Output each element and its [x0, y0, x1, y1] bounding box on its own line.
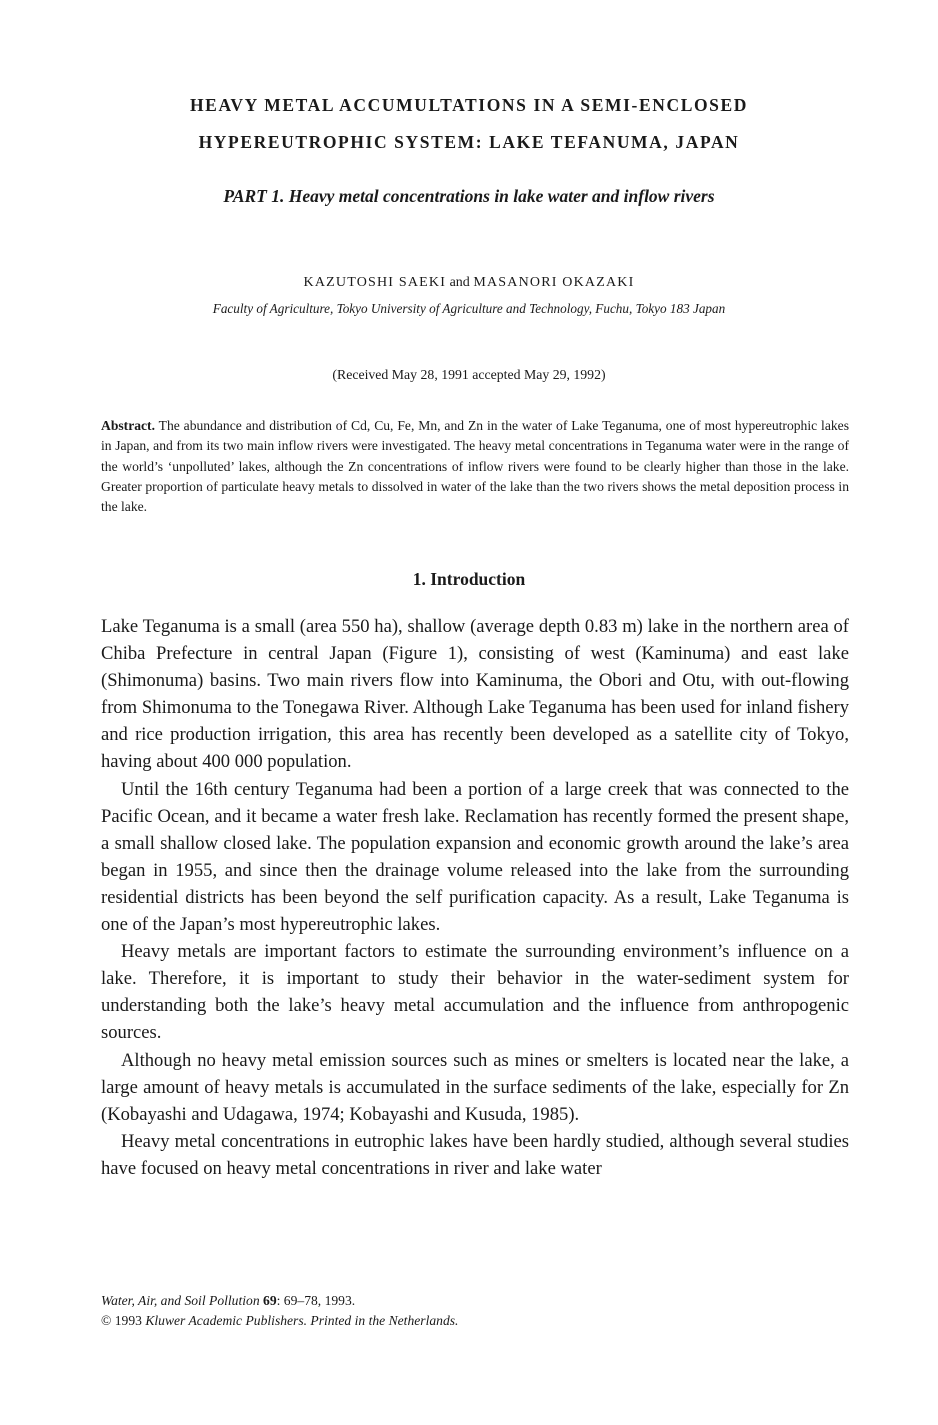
paragraph: Although no heavy metal emission sources such as mines or smelters is located near the lake, a large amount of heavy metals is accumulated in the surface sediments of the lake, especially for Zn (Kobayashi and Udagawa, 1974; Kobayashi and Kusuda, 1985).	[101, 1049, 849, 1125]
copyright-line	[101, 1311, 458, 1331]
received-date: (Received May 28, 1991 accepted May 29, 1992)	[332, 367, 606, 382]
author-2: MASANORI OKAZAKI	[473, 275, 635, 290]
copyright-icon: ©	[101, 1313, 112, 1328]
introduction-body	[101, 613, 849, 1182]
abstract-text: The abundance and distribution of Cd, Cu, Fe, Mn, and Zn in the water of Lake Teganuma, one of most hypereutrophic lakes in Japan, and from its two main inflow rivers were investigated. The heavy metal concentrations in Teganuma water were in the range of the world’s ‘unpolluted’ lakes, although the Zn concentrations of inflow rivers were found to be clearly higher than those in the lake. Greater proportion of particulate heavy metals to dissolved in water of the lake than the two rivers shows the metal deposition process in the lake.	[101, 418, 849, 515]
journal-citation	[101, 1291, 458, 1311]
paper-subtitle: PART 1. Heavy metal concentrations in lake water and inflow rivers	[223, 186, 715, 206]
publisher: Kluwer Academic Publishers. Printed in the Netherlands.	[145, 1313, 459, 1328]
author-line	[60, 276, 878, 290]
affiliation: Faculty of Agriculture, Tokyo University of Agriculture and Technology, Fuchu, Tokyo 183 Japan	[212, 301, 726, 316]
paper-title-line-2: HYPEREUTROPHIC SYSTEM: LAKE TEFANUMA, JAPAN	[198, 132, 740, 152]
paper-title-line-1: HEAVY METAL ACCUMULTATIONS IN A SEMI-ENCLOSED	[189, 95, 749, 115]
journal-pages: : 69–78, 1993.	[276, 1293, 356, 1308]
paragraph: Heavy metal concentrations in eutrophic lakes have been hardly studied, although several studies have focused on heavy metal concentrations in river and lake water	[101, 1130, 849, 1179]
author-join: and	[446, 275, 474, 290]
paragraph: Until the 16th century Teganuma had been a portion of a large creek that was connected to the Pacific Ocean, and it became a water fresh lake. Reclamation has recently formed the present shape, a small shallow closed lake. The population expansion and economic growth around the lake’s area began in 1955, and since then the drainage volume released into the lake from the surrounding residential districts has been beyond the self purification capacity. As a result, Lake Teganuma is one of the Japan’s most hypereutrophic lakes.	[101, 778, 849, 936]
journal-name: Water, Air, and Soil Pollution	[101, 1293, 260, 1308]
abstract-label: Abstract.	[101, 418, 155, 433]
paragraph: Lake Teganuma is a small (area 550 ha), shallow (average depth 0.83 m) lake in the northern area of Chiba Prefecture in central Japan (Figure 1), consisting of west (Kaminuma) and east lake (Shimonuma) basins. Two main rivers flow into Kaminuma, the Obori and Otu, with out-flowing from Shimonuma to the Tonegawa River. Although Lake Teganuma has been used for inland fishery and rice production irrigation, this area has recently been developed as a satellite city of Tokyo, having about 400 000 population.	[101, 616, 849, 773]
page-footer	[101, 1291, 458, 1331]
abstract	[101, 416, 849, 517]
copyright-year: 1993	[111, 1313, 146, 1328]
author-1: KAZUTOSHI SAEKI	[303, 275, 447, 290]
paragraph: Heavy metals are important factors to estimate the surrounding environment’s influence on a lake. Therefore, it is important to study their behavior in the water-sediment system for understanding both the lake’s heavy metal accumulation and the influence from anthropogenic sources.	[101, 941, 849, 1044]
journal-volume: 69	[263, 1293, 277, 1308]
section-heading-introduction: 1. Introduction	[412, 569, 526, 589]
